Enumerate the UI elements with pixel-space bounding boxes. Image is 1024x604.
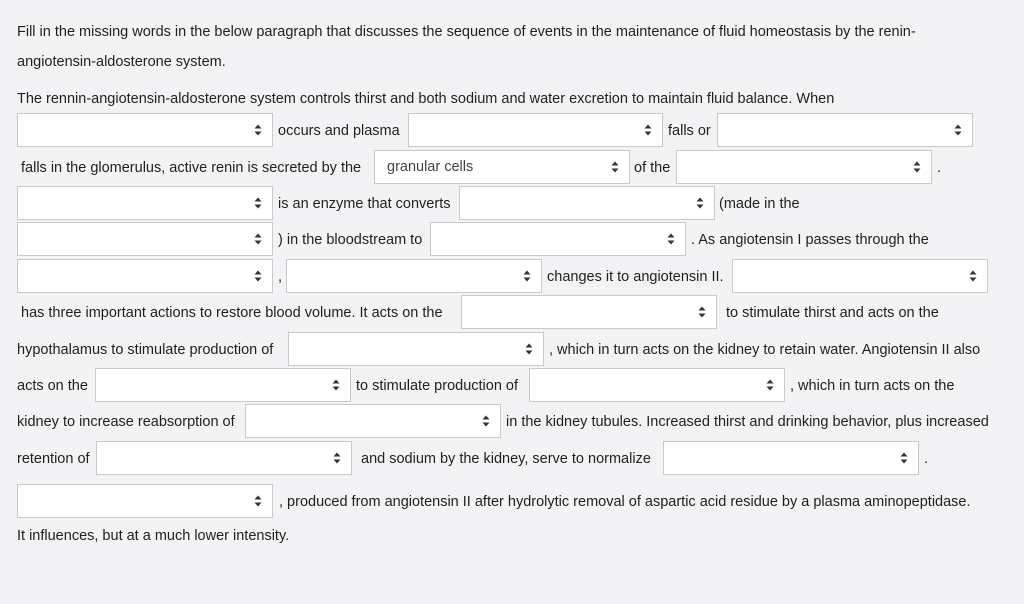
text-which-kidney: , which in turn acts on the kidney to retain water. Angiotensin II also — [549, 342, 981, 358]
text-acts-on: acts on the — [17, 378, 88, 394]
text-of-the: of the — [634, 160, 671, 176]
text-three-actions: has three important actions to restore blood volume. It acts on the — [21, 305, 443, 321]
text-stimulate-production: to stimulate production of — [356, 378, 519, 394]
text-retention: retention of — [17, 451, 90, 467]
blank-select-15[interactable] — [95, 368, 351, 402]
blank-select-4[interactable]: granular cells — [374, 150, 630, 184]
text-enzyme: is an enzyme that converts — [278, 196, 451, 212]
up-down-chevron-icon — [333, 451, 341, 465]
text-made-in: (made in the — [719, 196, 800, 212]
text-period-1: . — [937, 160, 942, 176]
up-down-chevron-icon — [667, 232, 675, 246]
up-down-chevron-icon — [254, 269, 262, 283]
text-which-acts: , which in turn acts on the — [790, 378, 955, 394]
blank-select-5[interactable] — [676, 150, 932, 184]
text-hypothalamus: hypothalamus to stimulate production of — [17, 342, 274, 358]
up-down-chevron-icon — [254, 494, 262, 508]
text-glomerulus: falls in the glomerulus, active renin is secreted by the — [21, 160, 362, 176]
up-down-chevron-icon — [969, 269, 977, 283]
blank-select-12[interactable] — [732, 259, 988, 293]
text-falls-or: falls or — [668, 123, 711, 139]
blank-select-7[interactable] — [459, 186, 715, 220]
up-down-chevron-icon — [698, 305, 706, 319]
text-occurs: occurs and plasma — [278, 123, 400, 139]
blank-select-19[interactable] — [663, 441, 919, 475]
instructions-line-1: Fill in the missing words in the below paragraph that discusses the sequence of events in the maintenance of fluid homeostasis by the renin- — [17, 24, 916, 40]
blank-select-14[interactable] — [288, 332, 544, 366]
text-produced: , produced from angiotensin II after hydrolytic removal of aspartic acid residue by a plasma aminopeptidase. — [279, 494, 971, 510]
text-changes: changes it to angiotensin II. — [547, 269, 724, 285]
up-down-chevron-icon — [954, 123, 962, 137]
blank-select-8[interactable] — [17, 222, 273, 256]
blank-select-20[interactable] — [17, 484, 273, 518]
up-down-chevron-icon — [900, 451, 908, 465]
up-down-chevron-icon — [523, 269, 531, 283]
text-stimulate-thirst: to stimulate thirst and acts on the — [726, 305, 939, 321]
text-period-2: . — [924, 451, 929, 467]
up-down-chevron-icon — [525, 342, 533, 356]
up-down-chevron-icon — [254, 196, 262, 210]
blank-select-6[interactable] — [17, 186, 273, 220]
text-as-angiotensin: . As angiotensin I passes through the — [691, 232, 929, 248]
text-and-sodium: and sodium by the kidney, serve to normalize — [361, 451, 651, 467]
up-down-chevron-icon — [482, 414, 490, 428]
blank-select-17[interactable] — [245, 404, 501, 438]
blank-select-16[interactable] — [529, 368, 785, 402]
text-influences: It influences, but at a much lower intensity. — [17, 528, 290, 544]
up-down-chevron-icon — [766, 378, 774, 392]
text-tubules: in the kidney tubules. Increased thirst and drinking behavior, plus increased — [506, 414, 989, 430]
instructions-line-2: angiotensin-aldosterone system. — [17, 54, 226, 70]
blank-select-2[interactable] — [408, 113, 663, 147]
text-kidney-reabsorption: kidney to increase reabsorption of — [17, 414, 235, 430]
up-down-chevron-icon — [696, 196, 704, 210]
blank-select-10[interactable] — [17, 259, 273, 293]
up-down-chevron-icon — [644, 123, 652, 137]
up-down-chevron-icon — [254, 232, 262, 246]
blank-select-3[interactable] — [717, 113, 973, 147]
paragraph-intro: The rennin-angiotensin-aldosterone system controls thirst and both sodium and water excretion to maintain fluid balance. When — [17, 91, 835, 107]
blank-select-9[interactable] — [430, 222, 686, 256]
up-down-chevron-icon — [611, 160, 619, 174]
up-down-chevron-icon — [913, 160, 921, 174]
up-down-chevron-icon — [332, 378, 340, 392]
blank-select-1[interactable] — [17, 113, 273, 147]
blank-select-11[interactable] — [286, 259, 542, 293]
text-bloodstream: ) in the bloodstream to — [278, 232, 423, 248]
blank-select-18[interactable] — [96, 441, 352, 475]
up-down-chevron-icon — [254, 123, 262, 137]
blank-select-13[interactable] — [461, 295, 717, 329]
text-comma-1: , — [278, 269, 283, 285]
